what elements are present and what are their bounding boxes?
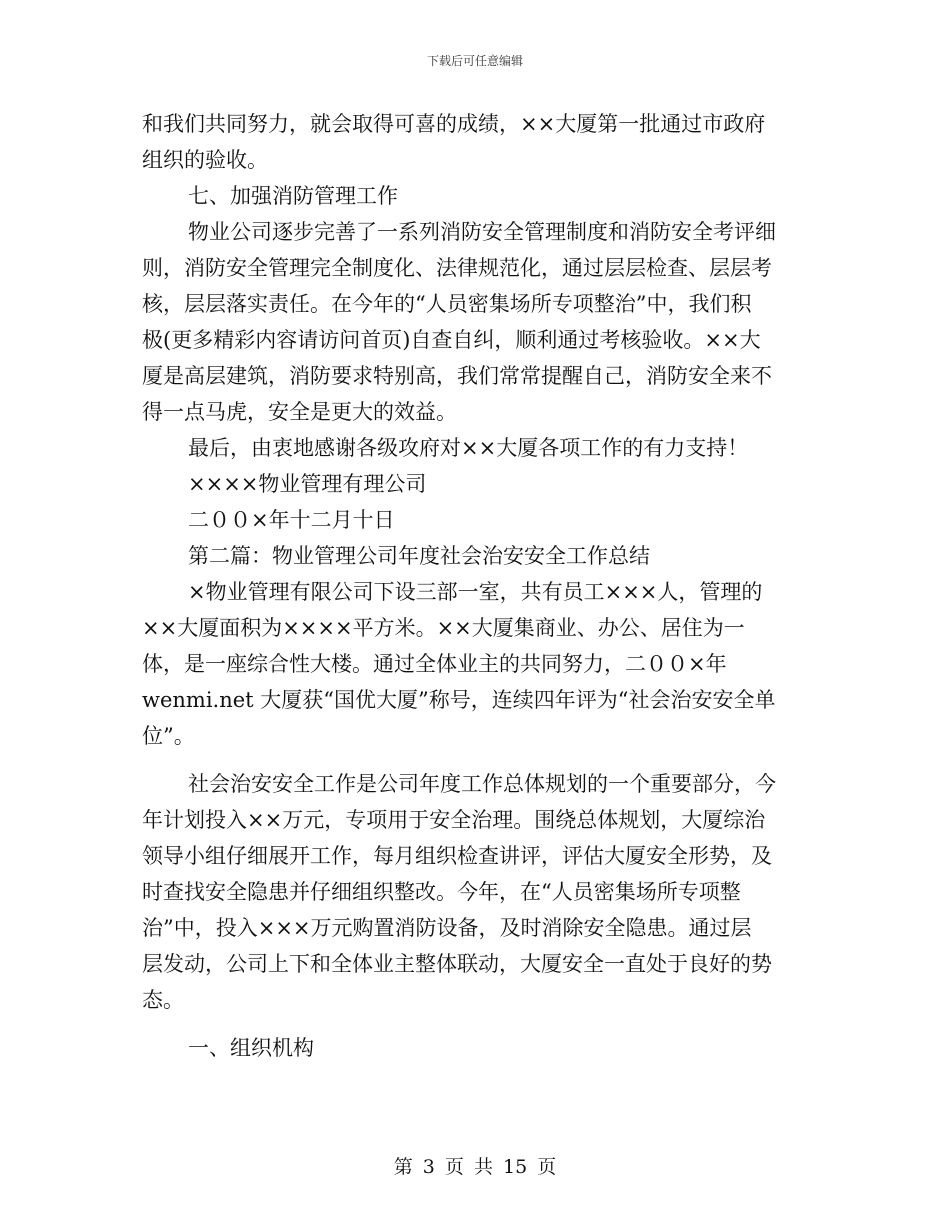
- text-line: 二００×年十二月十日: [188, 508, 395, 532]
- text-line: 社会治安安全工作是公司年度工作总体规划的一个重要部分，今: [188, 772, 776, 796]
- text-line: 物业公司逐步完善了一系列消防安全管理制度和消防安全考评细: [188, 220, 776, 244]
- text-line: 体，是一座综合性大楼。通过全体业主的共同努力，二００×年: [142, 652, 727, 676]
- text-line: 厦是高层建筑，消防要求特别高，我们常常提醒自己，消防安全来不: [142, 364, 772, 388]
- text-line: 一、组织机构: [188, 1036, 314, 1060]
- text-line: 第二篇：物业管理公司年度社会治安安全工作总结: [188, 544, 650, 568]
- text-line: wenmi.net 大厦获“国优大厦”称号，连续四年评为“社会治安安全单: [142, 688, 776, 712]
- text-line: 组织的验收。: [142, 148, 268, 172]
- text-line: 则，消防安全管理完全制度化、法律规范化，通过层层检查、层层考: [142, 256, 772, 280]
- text-line: 治”中，投入×××万元购置消防设备，及时消除安全隐患。通过层: [142, 916, 752, 940]
- text-line: 得一点马虎，安全是更大的效益。: [142, 400, 457, 424]
- text-line: ××大厦面积为××××平方米。××大厦集商业、办公、居住为一: [142, 616, 745, 640]
- text-line: ××××物业管理有理公司: [188, 472, 427, 496]
- text-line: 年计划投入××万元，专项用于安全治理。围绕总体规划，大厦综治: [142, 808, 766, 832]
- text-line: 和我们共同努力，就会取得可喜的成绩，××大厦第一批通过市政府: [142, 112, 766, 136]
- text-line: 七、加强消防管理工作: [188, 184, 398, 208]
- text-line: 核，层层落实责任。在今年的“人员密集场所专项整治”中，我们积: [142, 292, 752, 316]
- text-line: 时查找安全隐患并仔细组织整改。今年，在“人员密集场所专项整: [142, 880, 741, 904]
- page-footer: 第 3 页 共 15 页: [393, 1156, 557, 1178]
- text-line: 位”。: [142, 724, 195, 748]
- document-body: [142, 106, 810, 1066]
- text-line: 领导小组仔细展开工作，每月组织检查讲评，评估大厦安全形势，及: [142, 844, 772, 868]
- text-line: 最后，由衷地感谢各级攻府对××大厦各项工作的有力支持！: [188, 436, 749, 460]
- text-line: 层发动，公司上下和全体业主整体联动，大厦安全一直处于良好的势: [142, 952, 772, 976]
- text-line: ×物业管理有限公司下设三部一室，共有员工×××人，管理的: [188, 580, 763, 604]
- text-line: 态。: [142, 988, 184, 1012]
- text-line: 极(更多精彩内容请访问首页)自查自纠，顺利通过考核验收。××大: [142, 328, 761, 352]
- page-header: 下载后可任意编辑: [426, 54, 523, 68]
